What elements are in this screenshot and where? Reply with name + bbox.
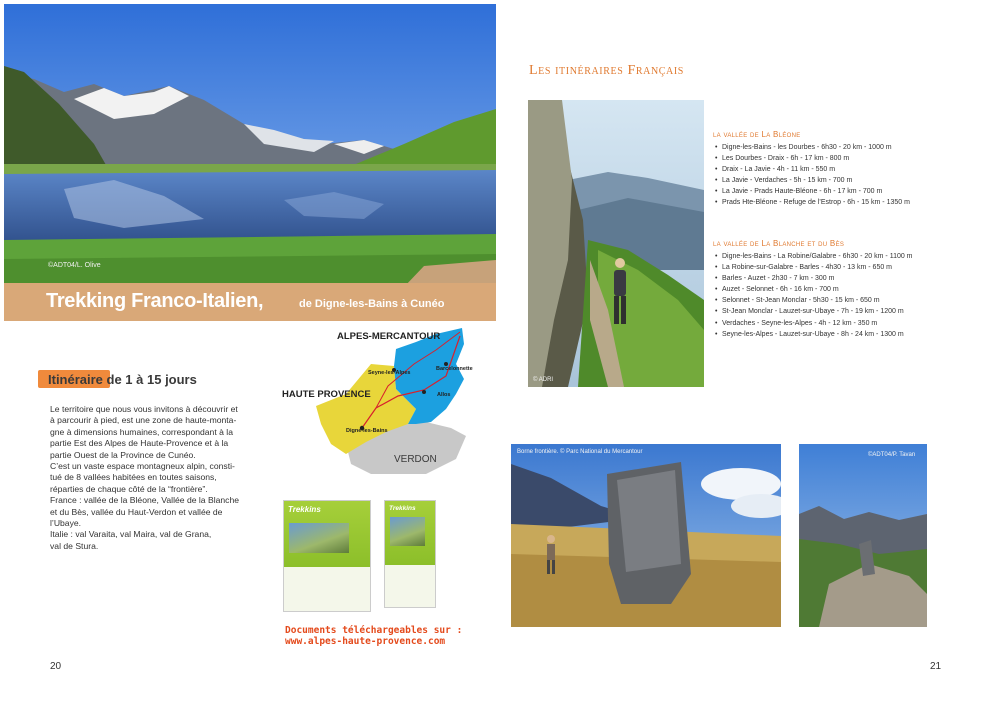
itinerary-item: • Auzet - Selonnet - 6h - 16 km - 700 m xyxy=(713,284,943,295)
itinerary-item: • Seyne-les-Alpes - Lauzet-sur-Ubaye - 8h - 24 km - 1300 m xyxy=(713,329,943,340)
itinerary-item: • Digne-les-Bains - les Dourbes - 6h30 - 20 km - 1000 m xyxy=(713,142,943,153)
itinerary-list xyxy=(713,251,943,340)
intro-paragraph xyxy=(50,404,262,552)
page-number-right: 21 xyxy=(930,661,942,672)
brochure-photo xyxy=(289,523,349,553)
map-label-mercantour: ALPES-MERCANTOUR xyxy=(337,331,441,342)
documents-link[interactable] xyxy=(285,625,462,647)
intro-line: à parcourir à pied, est une zone de haute-monta- xyxy=(50,415,237,426)
itinerary-item: • Draix - La Javie - 4h - 11 km - 550 m xyxy=(713,164,943,175)
itinerary-item: • La Javie - Prads Haute-Bléone - 6h - 17 km - 700 m xyxy=(713,186,943,197)
map-city-allos: Allos xyxy=(437,392,451,398)
border-stone-credit: Borne frontière. © Parc National du Mercantour xyxy=(517,449,643,455)
map-city-seyne: Seyne-les-Alpes xyxy=(368,370,411,376)
map-city-barcelonnette: Barcelonnette xyxy=(436,366,473,372)
mountain-pass-photo xyxy=(799,444,927,627)
section-heading: Les itinéraires Français xyxy=(529,63,684,78)
documents-url[interactable]: www.alpes-haute-provence.com xyxy=(285,636,446,647)
itinerary-item: • Digne-les-Bains - La Robine/Galabre - 6h30 - 20 km - 1100 m xyxy=(713,251,943,262)
map-label-haute-provence: HAUTE PROVENCE xyxy=(282,389,371,400)
valley-title: la vallée de La Blanche et du Bès xyxy=(713,239,845,248)
intro-line: partie Ouest de la Province de Cunéo. xyxy=(50,449,196,460)
intro-line: réparties de chaque côté de la “frontière”. xyxy=(50,483,208,494)
intro-line: et du Bès, vallée du Haut-Verdon et vallée de xyxy=(50,506,223,517)
brochure-title: Trekkins xyxy=(389,505,416,512)
intro-line: val de Stura. xyxy=(50,540,99,551)
brochure-cover-top xyxy=(284,501,370,567)
map-label-verdon: VERDON xyxy=(394,454,437,465)
page-subtitle: de Digne-les-Bains à Cunéo xyxy=(299,298,445,310)
hiker-photo-credit: © ADRI xyxy=(533,377,554,383)
itinerary-heading xyxy=(42,368,197,390)
intro-line: l’Ubaye. xyxy=(50,518,82,529)
itinerary-item: • Barles - Auzet - 2h30 - 7 km - 300 m xyxy=(713,273,943,284)
brochure-cover-bottom xyxy=(284,567,370,611)
itinerary-item: • Selonnet - St-Jean Monclar - 5h30 - 15 km - 650 m xyxy=(713,295,943,306)
itinerary-item: • La Javie - Verdaches - 5h - 15 km - 700 m xyxy=(713,175,943,186)
brochure-cover-2[interactable] xyxy=(384,500,436,608)
intro-line: France : vallée de la Bléone, Vallée de la Blanche xyxy=(50,495,240,506)
hiker-photo xyxy=(528,100,704,387)
intro-line: Le territoire que nous vous invitons à découvrir et xyxy=(50,404,238,414)
mountain-pass-credit: ©ADT04/P. Tavan xyxy=(868,452,916,458)
itinerary-item: • Prads Hte-Bléone - Refuge de l’Estrop - 6h - 15 km - 1350 m xyxy=(713,197,943,208)
intro-line: tué de 8 vallées habitées en toutes saisons, xyxy=(50,472,217,483)
valley-blanche-bes xyxy=(713,239,943,340)
itinerary-item: • La Robine-sur-Galabre - Barles - 4h30 - 13 km - 650 m xyxy=(713,262,943,273)
brochure-cover-top xyxy=(385,501,435,565)
valley-bleone xyxy=(713,130,943,209)
documents-label: Documents téléchargeables sur : xyxy=(285,625,463,636)
hero-photo-credit: ©ADT04/L. Olive xyxy=(48,262,101,269)
brochure-title: Trekkins xyxy=(288,505,321,514)
brochure-photo xyxy=(390,517,425,546)
intro-line: gne à dimensions humaines, correspondant à la xyxy=(50,426,233,437)
itinerary-list xyxy=(713,142,943,209)
hero-lake-photo xyxy=(4,4,496,287)
itinerary-item: • Verdaches - Seyne-les-Alpes - 4h - 12 km - 350 m xyxy=(713,318,943,329)
intro-line: C’est un vaste espace montagneux alpin, consti- xyxy=(50,461,235,472)
itinerary-item: • St-Jean Monclar - Lauzet-sur-Ubaye - 7h - 19 km - 1200 m xyxy=(713,306,943,317)
map-city-digne: Digne-les-Bains xyxy=(346,428,388,434)
valley-title: la vallée de La Bléone xyxy=(713,130,801,139)
page-title: Trekking Franco-Italien, xyxy=(46,290,264,312)
intro-line: Italie : val Varaita, val Maira, val de Grana, xyxy=(50,529,212,540)
itinerary-item: • Les Dourbes - Draix - 6h - 17 km - 800 m xyxy=(713,153,943,164)
brochure-cover-bottom xyxy=(385,565,435,607)
itinerary-heading-text: Itinéraire de 1 à 15 jours xyxy=(48,372,197,387)
border-stone-photo xyxy=(511,444,781,627)
brochure-cover-1[interactable] xyxy=(283,500,371,612)
intro-line: partie Est des Alpes de Haute-Provence et à la xyxy=(50,438,229,449)
page-number-left: 20 xyxy=(50,661,62,672)
